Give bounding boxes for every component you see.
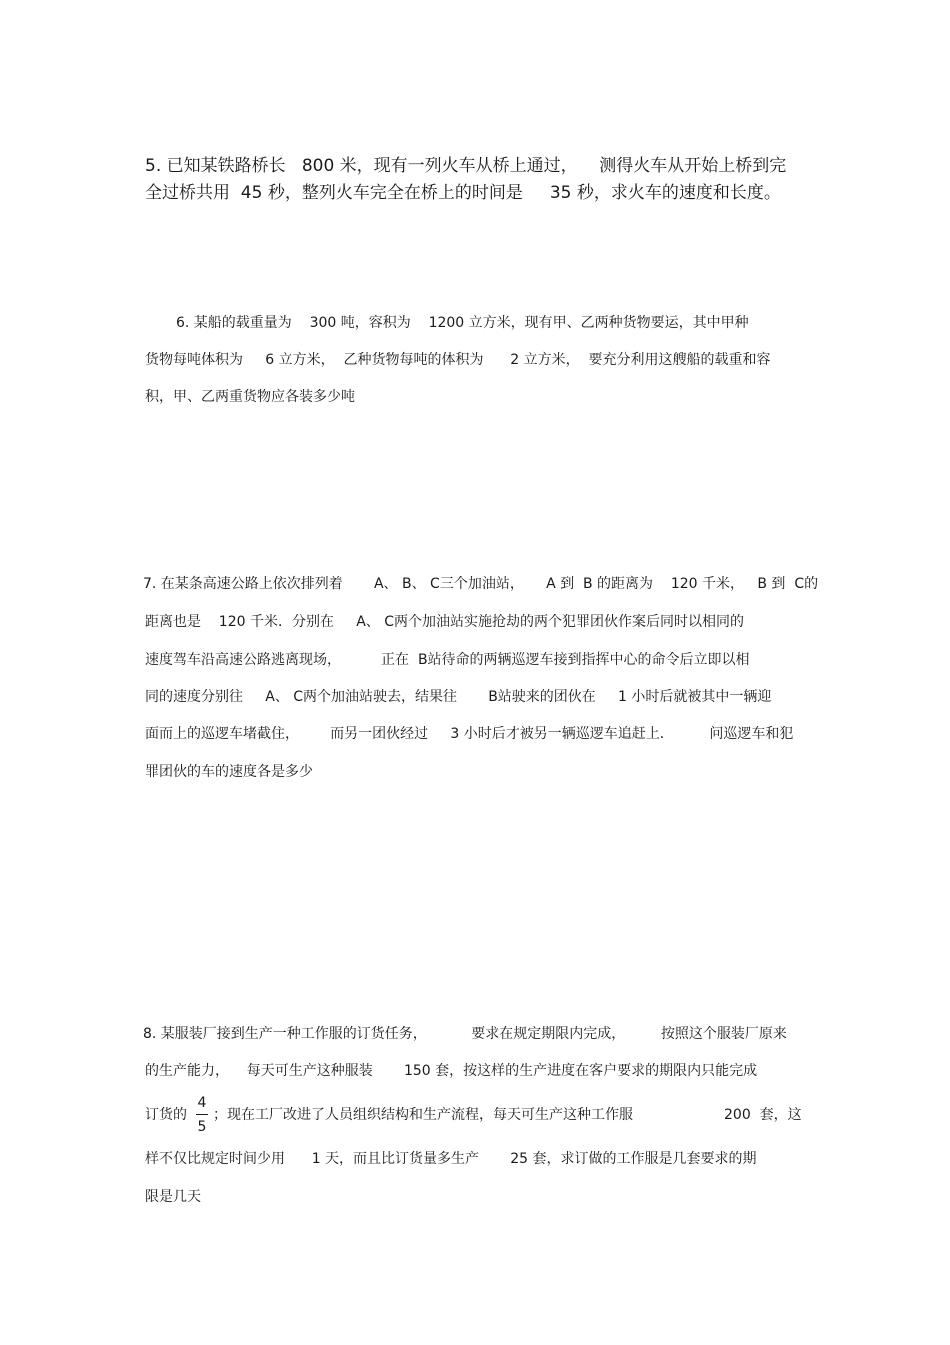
fraction-bar [196, 1114, 208, 1115]
question-7-line-4: 同的速度分别往 A、 C两个加油站驶去，结果往 B站驶来的团伙在 1 小时后就被其中一辆迎 [145, 689, 772, 705]
fraction-numerator: 4 [197, 1095, 207, 1111]
question-8-line-1: 8. 某服装厂接到生产一种工作服的订货任务， 要求在规定期限内完成， 按照这个服装厂原来 [143, 1026, 787, 1042]
fraction-four-fifths [195, 1096, 209, 1134]
question-8-line-2: 的生产能力， 每天可生产这种服装 150 套，按这样的生产进度在客户要求的期限内只能完成 [145, 1063, 758, 1079]
question-6-line-3: 积，甲、乙两重货物应各装多少吨 [145, 389, 355, 405]
question-7-line-5: 面而上的巡逻车堵截住， 而另一团伙经过 3 小时后才被另一辆巡逻车追赶上． 问巡逻车和犯 [145, 726, 794, 742]
question-5-line-2: 全过桥共用 45 秒，整列火车完全在桥上的时间是 35 秒，求火车的速度和长度。 [145, 183, 781, 203]
question-8-line-3-suffix: 200 套，这 [724, 1107, 802, 1123]
question-6-line-2: 货物每吨体积为 6 立方米， 乙种货物每吨的体积为 2 立方米， 要充分利用这艘船的载重和容 [145, 352, 771, 368]
question-6-line-1: 6. 某船的载重量为 300 吨，容积为 1200 立方米，现有甲、乙两种货物要运，其中甲种 [176, 315, 749, 331]
question-7-line-3: 速度驾车沿高速公路逃离现场， 正在 B站待命的两辆巡逻车接到指挥中心的命令后立即以相 [145, 652, 750, 668]
question-8-line-3-prefix: 订货的 [145, 1107, 187, 1123]
fraction-denominator: 5 [197, 1119, 207, 1135]
question-7-line-2: 距离也是 120 千米．分别在 A、 C两个加油站实施抢劫的两个犯罪团伙作案后同时以相同的 [145, 614, 745, 630]
question-7-line-6: 罪团伙的车的速度各是多少 [145, 764, 313, 780]
question-5-line-1: 5. 已知某铁路桥长 800 米，现有一列火车从桥上通过， 测得火车从开始上桥到完 [145, 156, 787, 176]
question-8-line-3: ；现在工厂改进了人员组织结构和生产流程，每天可生产这种工作服 [213, 1107, 633, 1123]
question-8-line-5: 限是几天 [145, 1189, 201, 1205]
question-8-line-4: 样不仅比规定时间少用 1 天，而且比订货量多生产 25 套，求订做的工作服是几套要求的期 [145, 1151, 757, 1167]
question-7-line-1: 7. 在某条高速公路上依次排列着 A、 B、 C三个加油站， A 到 B 的距离为 120 千米， B 到 C的 [143, 576, 819, 592]
